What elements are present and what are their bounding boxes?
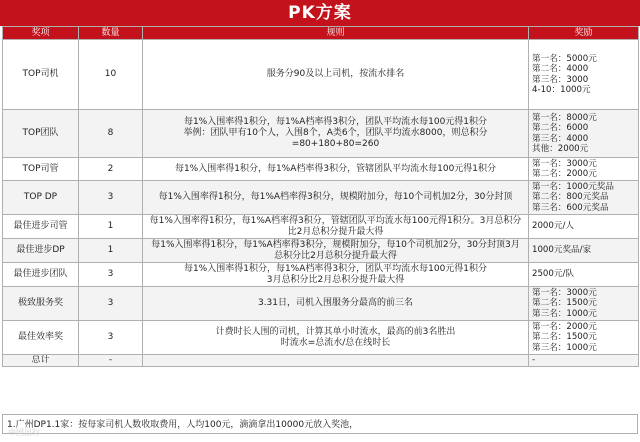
pk-plan-table xyxy=(2,26,639,367)
table-row xyxy=(3,181,639,215)
watermark: 中国出行 xyxy=(8,428,40,437)
reward-line: 第三名：1000元 xyxy=(532,342,597,353)
reward-line: 第二名：6000 xyxy=(532,123,589,134)
rule-line: 时流水=总流水/总在线时长 xyxy=(280,337,391,348)
rule-line: 总积分比2月总积分提升最大得 xyxy=(274,250,397,261)
quantity-cell: 3 xyxy=(79,287,143,321)
table-row xyxy=(3,355,639,367)
table-row xyxy=(3,215,639,239)
reward-line: 第三名：4000 xyxy=(532,133,589,144)
reward-line: 第一名：3000元 xyxy=(532,287,597,298)
reward-cell xyxy=(529,215,639,239)
rule-line: 每1%入围率得1积分，每1%A档率得3积分，管辖团队平均流水每100元得1积分 xyxy=(174,163,497,174)
reward-line: 第一名：2000元 xyxy=(532,321,597,332)
award-cell: 极致服务奖 xyxy=(3,287,79,321)
table-row xyxy=(3,40,639,110)
reward-line: 第一名：3000元 xyxy=(532,158,597,169)
quantity-cell: 3 xyxy=(79,321,143,355)
quantity-cell: 1 xyxy=(79,215,143,239)
table-row xyxy=(3,239,639,263)
reward-cell xyxy=(529,263,639,287)
header-reward: 奖励 xyxy=(529,27,639,40)
rule-cell xyxy=(143,110,529,158)
table-row xyxy=(3,158,639,181)
rule-cell xyxy=(143,158,529,181)
reward-line: 其他：2000元 xyxy=(532,143,589,154)
rule-line: 每1%入围率得1积分，每1%A档率得3积分，管辖团队平均流水每100元得1积分。3月总积分 xyxy=(149,215,522,226)
rule-cell xyxy=(143,181,529,215)
reward-cell xyxy=(529,321,639,355)
table-header-row xyxy=(3,27,639,40)
reward-cell xyxy=(529,239,639,263)
rule-line: 每1%入围率得1积分，每1%A档率得3积分，规模附加分，每10个司机加2分，30分封顶3月 xyxy=(151,239,520,250)
reward-line: 第二名：1500元 xyxy=(532,332,597,343)
reward-cell xyxy=(529,158,639,181)
reward-line: 第三名：1000元 xyxy=(532,308,597,319)
quantity-cell: 2 xyxy=(79,158,143,181)
quantity-cell: - xyxy=(79,355,143,367)
rule-cell xyxy=(143,355,529,367)
reward-line: 第二名：800元奖品 xyxy=(532,192,609,203)
quantity-cell: 3 xyxy=(79,181,143,215)
rule-line: 每1%入围率得1积分，每1%A档率得3积分，团队平均流水每100元得1积分 xyxy=(183,117,488,127)
header-quantity: 数量 xyxy=(79,27,143,40)
rule-line: 服务分90及以上司机，按流水排名 xyxy=(266,69,405,79)
table-row xyxy=(3,110,639,158)
award-cell: 最佳效率奖 xyxy=(3,321,79,355)
rule-line: 比2月总积分提升最大得 xyxy=(287,226,384,237)
award-cell: 总计 xyxy=(3,355,79,367)
table-row xyxy=(3,263,639,287)
reward-line: 第一名：8000元 xyxy=(532,112,597,123)
table-row xyxy=(3,321,639,355)
reward-line: 4-10：1000元 xyxy=(532,84,591,95)
award-cell: 最佳进步司管 xyxy=(3,215,79,239)
reward-line: 2500元/队 xyxy=(532,269,574,280)
reward-cell xyxy=(529,110,639,158)
reward-cell xyxy=(529,287,639,321)
rule-line: 每1%入围率得1积分，每1%A档率得3积分，规模附加分，每10个司机加2分，30分封顶 xyxy=(158,192,513,202)
rule-cell xyxy=(143,263,529,287)
reward-line: 2000元/人 xyxy=(532,221,574,232)
quantity-cell: 8 xyxy=(79,110,143,158)
quantity-cell: 3 xyxy=(79,263,143,287)
header-award: 奖项 xyxy=(3,27,79,40)
quantity-cell: 10 xyxy=(79,40,143,110)
reward-line: 第一名：1000元奖品 xyxy=(532,181,615,192)
reward-line: 第三名：600元奖品 xyxy=(532,202,609,213)
header-rule: 规则 xyxy=(143,27,529,40)
rule-cell xyxy=(143,321,529,355)
reward-cell xyxy=(529,40,639,110)
quantity-cell: 1 xyxy=(79,239,143,263)
reward-line: - xyxy=(532,355,536,366)
reward-line: 第二名：2000元 xyxy=(532,169,597,179)
rule-cell xyxy=(143,239,529,263)
rule-line: 举例：团队甲有10个人，入围8个，A类6个，团队平均流水8000，则总积分 xyxy=(183,128,488,138)
rule-cell xyxy=(143,287,529,321)
footnote: 1.广州DP1.1家：按每家司机人数收取费用，人均100元，滴滴拿出10000元放入奖池， xyxy=(2,414,638,434)
reward-line: 第二名：4000 xyxy=(532,64,589,75)
rule-line: 3月总积分比2月总积分提升最大得 xyxy=(266,274,405,285)
page-title: PK方案 xyxy=(0,0,640,26)
rule-line: 每1%入围率得1积分，每1%A档率得3积分，团队平均流水每100元得1积分 xyxy=(183,263,488,274)
reward-line: 第二名：1500元 xyxy=(532,298,597,309)
reward-line: 1000元奖品/家 xyxy=(532,245,592,256)
reward-cell xyxy=(529,355,639,367)
table-row xyxy=(3,287,639,321)
rule-line: 计费时长人围的司机，计算其单小时流水，最高的前3名胜出 xyxy=(215,326,456,337)
rule-cell xyxy=(143,215,529,239)
rule-line: 3.31日，司机入围服务分最高的前三名 xyxy=(257,298,414,308)
award-cell: TOP司管 xyxy=(3,158,79,181)
award-cell: TOP团队 xyxy=(3,110,79,158)
reward-line: 第三名：3000 xyxy=(532,74,589,85)
award-cell: TOP司机 xyxy=(3,40,79,110)
rule-cell xyxy=(143,40,529,110)
award-cell: 最佳进步DP xyxy=(3,239,79,263)
reward-cell xyxy=(529,181,639,215)
rule-line: =80+180+80=260 xyxy=(291,139,380,149)
reward-line: 第一名：5000元 xyxy=(532,53,597,64)
award-cell: 最佳进步团队 xyxy=(3,263,79,287)
award-cell: TOP DP xyxy=(3,181,79,215)
